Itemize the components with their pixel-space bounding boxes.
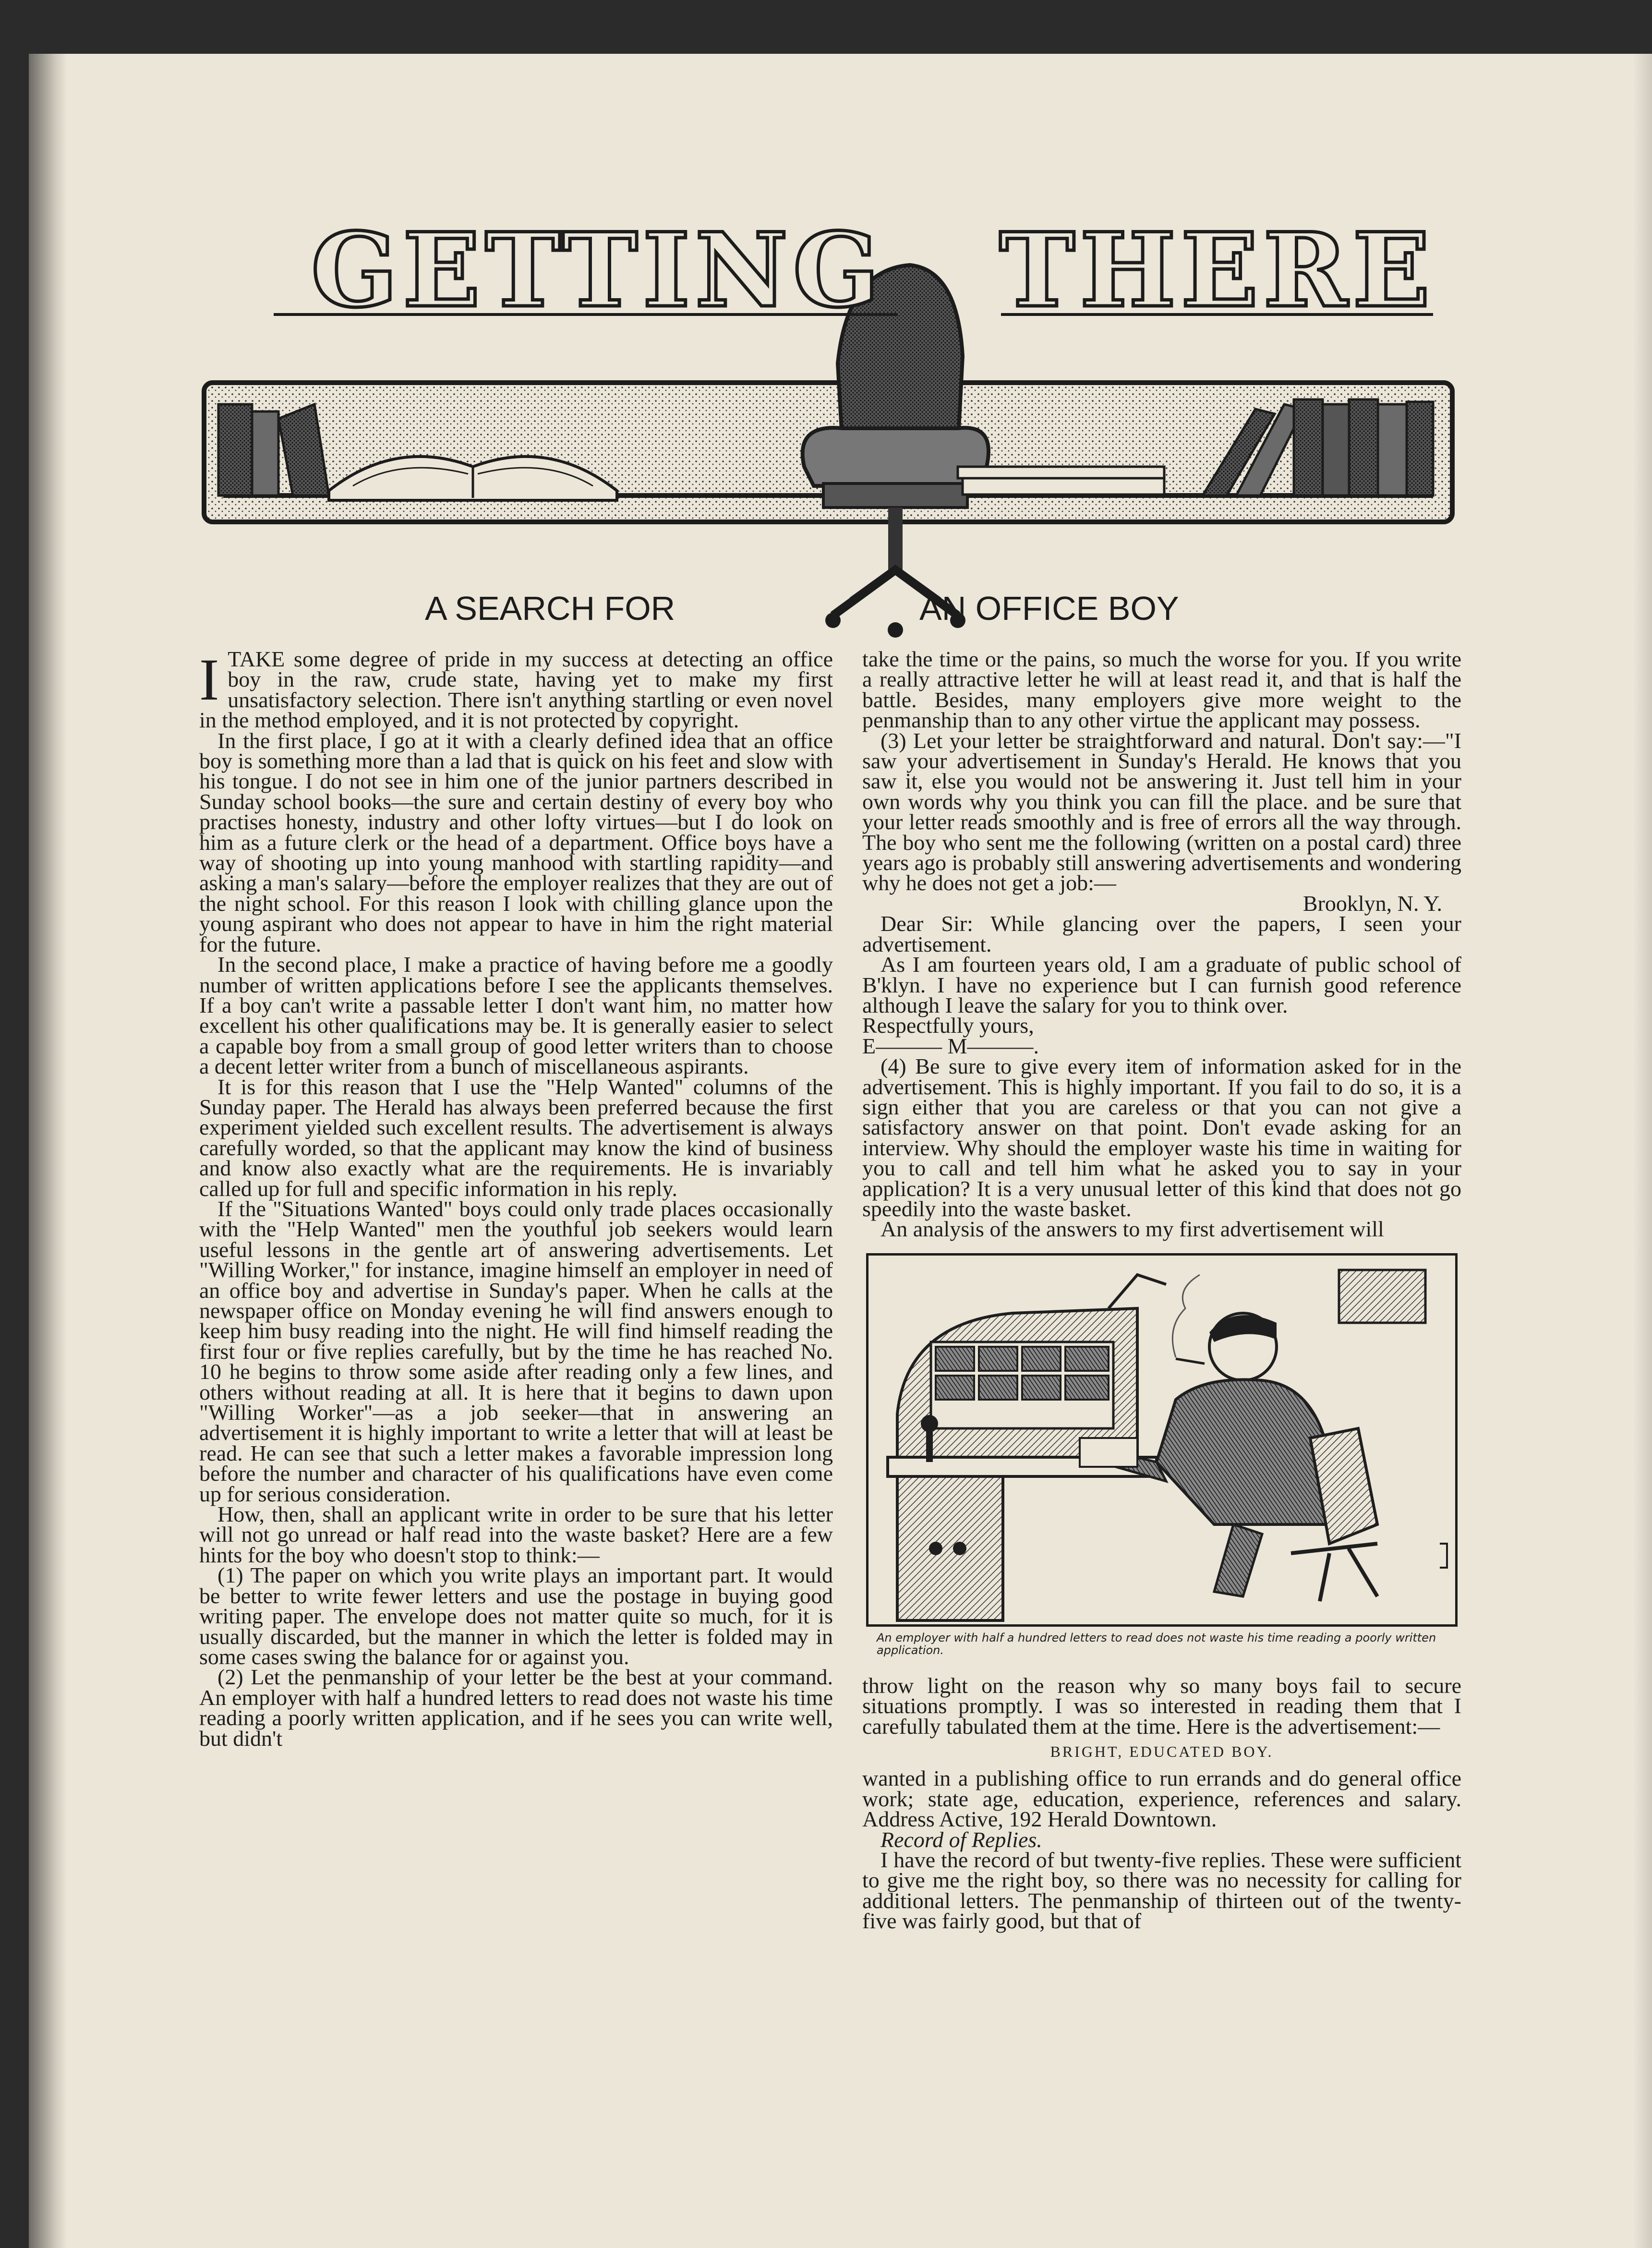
left-column [199, 649, 833, 1749]
paragraph: (3) Let your letter be straightforward and natural. Don't say:—"I saw your advertisement in Sunday's Herald. He knows that you saw it, else you would not be answering it. Just tell him in your own words why you think you can fill the place. and be sure that your letter reads smoothly and is free of errors all the way through. The boy who sent me the following (written on a postal card) three years ago is probably still answering advertisements and wondering why he does not get a job:— [862, 728, 1461, 895]
letter-body: Dear Sir: While glancing over the papers, I seen your advertisement. [862, 911, 1461, 956]
paragraph: (1) The paper on which you write plays an important part. It would be better to write fewer letters and use the postage in buying good writing paper. The envelope does not matter quite so much, for it is usually discarded, but the manner in which the letter is folded may in some cases swing the balance for or against you. [199, 1563, 833, 1669]
left-books [218, 404, 329, 496]
article-header [170, 198, 1467, 649]
right-column [862, 649, 1461, 1932]
title-right: THERE [999, 210, 1435, 330]
letter-place: Brooklyn, N. Y. [1302, 891, 1442, 916]
paragraph: In the second place, I make a practice of having before me a goodly number of written applications before I see the applicants themselves. If a boy can't write a passable letter I don't want him, no matter how excellent his other qualifications may be. It is generally easier to select a capable boy from a small group of good letter writers than to choose a decent letter writer from a bunch of miscellaneous aspirants. [199, 952, 833, 1079]
employer-drawing [868, 1256, 1455, 1624]
paragraph: take the time or the pains, so much the worse for you. If you write a really attractive letter he will at least read it, and that is half the battle. Besides, many employers give more weight to the penmanship than to any other virtue the applicant may possess. [862, 647, 1461, 733]
paragraph-intro: ITAKE some degree of pride in my success at detecting an office boy in the raw, crude state, having yet to make my first unsatisfactory selection. There isn't anything startling or even novel in the method employed, and it is not protected by copyright. [199, 647, 833, 733]
magazine-page [29, 54, 1652, 2248]
paragraph: An analysis of the answers to my first advertisement will [880, 1217, 1384, 1242]
paragraph: In the first place, I go at it with a clearly defined idea that an office boy is something more than a lad that is quick on his feet and slow with his tongue. I do not see in him one of the junior partners described in Sunday school books—the sure and certain destiny of every boy who practises honesty, industry and other lofty virtues—but I do look on him as a future clerk or the head of a department. Office boys have a way of shooting up into young manhood with startling rapidity—and asking a man's salary—before the employer realizes that they are out of the night school. For this reason I look with chilling glance upon the young aspirant who does not appear to have in him the right material for the future. [199, 728, 833, 956]
title-left: GETTING [311, 210, 885, 330]
page-edge-shade [1633, 54, 1652, 2248]
paragraph: How, then, shall an applicant write in order to be sure that his letter will not go unread or half read into the waste basket? Here are a few hints for the boy who doesn't stop to think:— [199, 1502, 833, 1567]
section-heading: Record of Replies. [880, 1827, 1042, 1852]
subtitle-right: AN OFFICE BOY [919, 590, 1179, 627]
illustration-caption: An employer with half a hundred letters to read does not waste his time reading a poorly written application. [877, 1631, 1436, 1657]
letter-body: As I am fourteen years old, I am a graduate of public school of B'klyn. I have no experience but I can furnish good reference although I leave the salary for you to think over. [862, 952, 1461, 1017]
right-flat-books [958, 467, 1164, 495]
drop-cap: I [199, 647, 219, 713]
paragraph: (4) Be sure to give every item of information asked for in the advertisement. This is highly important. If you fail to do so, it is a sign either that you are careless or that you can not give a satisfactory answer on that point. Don't evade asking for an interview. Why should the employer waste his time in waiting for you to call and tell him what he asked you to say in your application? It is a very unusual letter of this kind that does not go speedily into the waste basket. [862, 1054, 1461, 1221]
paragraph: It is for this reason that I use the "Help Wanted" columns of the Sunday paper. The Herald has always been preferred because the first experiment yielded such excellent results. The advertisement is always carefully worded, so that the applicant may know the kind of business and know also exactly what are the requirements. He is invariably called up for full and specific information in his reply. [199, 1074, 833, 1201]
ad-body: wanted in a publishing office to run errands and do general office work; state age, education, experience, references and salary. Address Active, 192 Herald Downtown. [862, 1766, 1461, 1832]
paragraph: If the "Situations Wanted" boys could only trade places occasionally with the "Help Wanted" men the youthful job seekers would learn useful lessons in the gentle art of answering advertisements. Let "Willing Worker," for instance, imagine himself an employer in need of an office boy and advertise in Sunday's paper. When he calls at the newspaper office on Monday evening he will find answers enough to keep him busy reading into the night. He will find himself reading the first four or five replies carefully, but by the time he has reached No. 10 he begins to throw some aside after reading only a few lines, and others without reading at all. It is here that it begins to dawn upon "Willing Worker"—as a job seeker—that in answering an advertisement it is highly important to write a letter that will at least be read. He can see that such a letter makes a favorable impression long before the number and character of his qualifications have even come up for serious consideration. [199, 1196, 833, 1506]
letter-closing: Respectfully yours, [862, 1013, 1034, 1038]
paragraph: throw light on the reason why so many boys fail to secure situations promptly. I was so interested in reading them that I carefully tabulated them at the time. Here is the advertisement:— [862, 1673, 1461, 1739]
letter-signature: E——— M———. [862, 1033, 1039, 1058]
ad-heading: BRIGHT, EDUCATED BOY. [1050, 1743, 1274, 1760]
paragraph: (2) Let the penmanship of your letter be the best at your command. An employer with half a hundred letters to read does not waste his time reading a poorly written application, and if he sees you can write well, but didn't [199, 1665, 833, 1751]
paragraph: I have the record of but twenty-five replies. These were sufficient to give me the right boy, so there was no necessity for calling for additional letters. The penmanship of thirteen out of the twenty-five was fairly good, but that of [862, 1848, 1461, 1934]
subtitle-left: A SEARCH FOR [425, 590, 675, 627]
employer-illustration [866, 1253, 1458, 1627]
